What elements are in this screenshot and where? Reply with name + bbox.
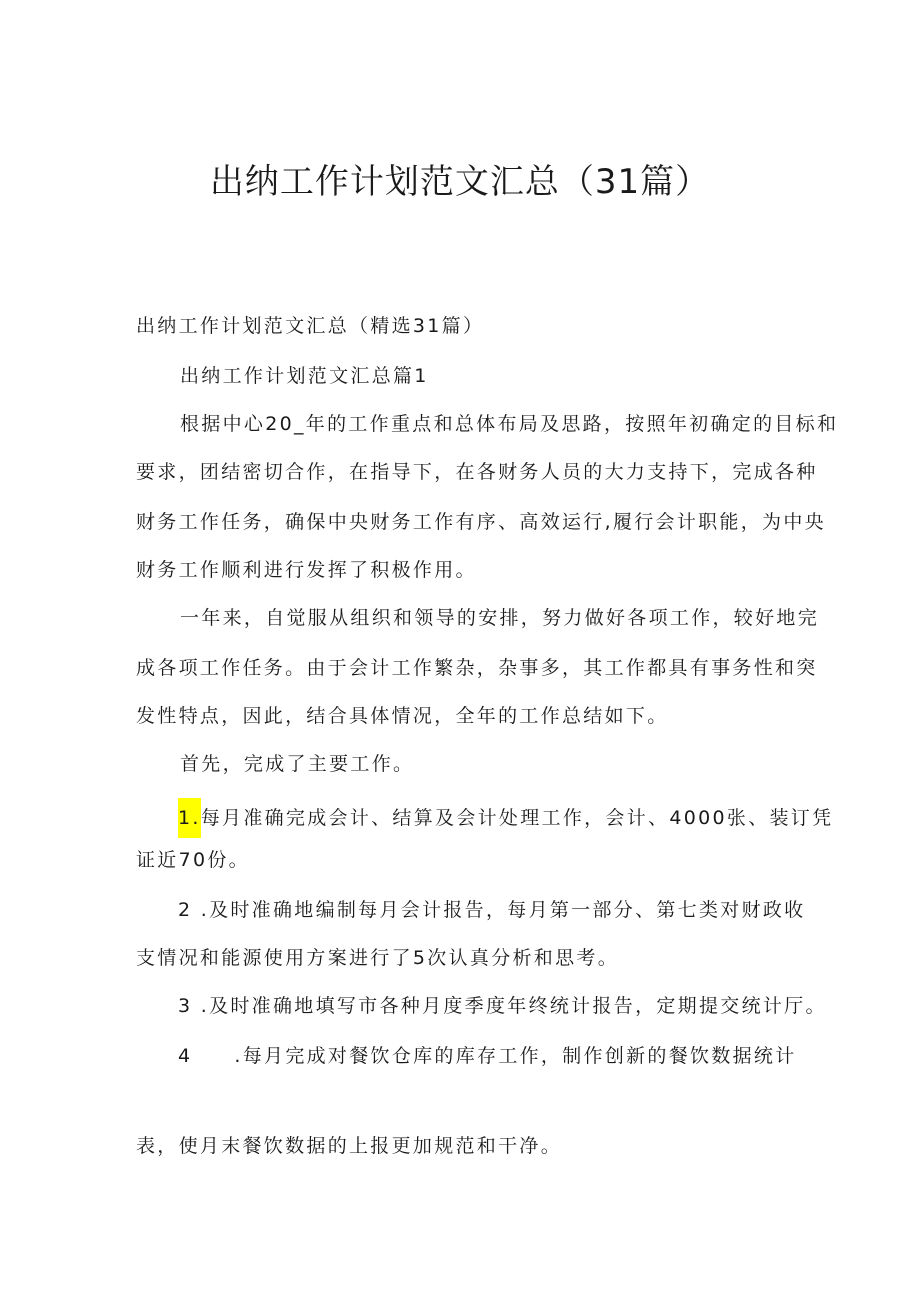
- list-item-text: 每月准确完成会计、结算及会计处理工作，会计、4000张、装订凭: [200, 807, 834, 829]
- highlighted-number: 1.: [178, 798, 201, 838]
- list-item-continuation: 表，使月末餐饮数据的上报更加规范和干净。: [136, 1135, 563, 1157]
- document-subtitle: 出纳工作计划范文汇总（精选31篇）: [136, 315, 485, 337]
- list-item-3: 3 .及时准确地填写市各种月度季度年终统计报告，定期提交统计厅。: [178, 995, 827, 1017]
- paragraph-line: 发性特点，因此，结合具体情况，全年的工作总结如下。: [136, 705, 669, 727]
- list-item-continuation: 支情况和能源使用方案进行了5次认真分析和思考。: [136, 947, 619, 969]
- list-item-text: .每月完成对餐饮仓库的库存工作，制作创新的餐饮数据统计: [234, 1045, 797, 1067]
- section-heading: 出纳工作计划范文汇总篇1: [180, 365, 429, 387]
- paragraph-line: 成各项工作任务。由于会计工作繁杂，杂事多，其工作都具有事务性和突: [136, 657, 818, 679]
- paragraph-line: 要求，团结密切合作，在指导下，在各财务人员的大力支持下，完成各种: [136, 461, 818, 483]
- document-title: 出纳工作计划范文汇总（31篇）: [209, 162, 711, 202]
- list-item-number: 4: [178, 1045, 193, 1067]
- paragraph-line: 首先，完成了主要工作。: [180, 753, 415, 775]
- paragraph-line: 财务工作顺利进行发挥了积极作用。: [136, 559, 477, 581]
- list-item-1: [178, 798, 833, 838]
- list-item-continuation: 证近70份。: [136, 849, 250, 871]
- paragraph-line: 财务工作任务，确保中央财务工作有序、高效运行,履行会计职能，为中央: [136, 511, 826, 533]
- paragraph-line: 根据中心20_年的工作重点和总体布局及思路，按照年初确定的目标和: [180, 413, 839, 435]
- paragraph-line: 一年来，自觉服从组织和领导的安排，努力做好各项工作，较好地完: [180, 607, 820, 629]
- list-item-2: 2 .及时准确地编制每月会计报告，每月第一部分、第七类对财政收: [178, 899, 806, 921]
- list-item-4: [178, 1042, 797, 1070]
